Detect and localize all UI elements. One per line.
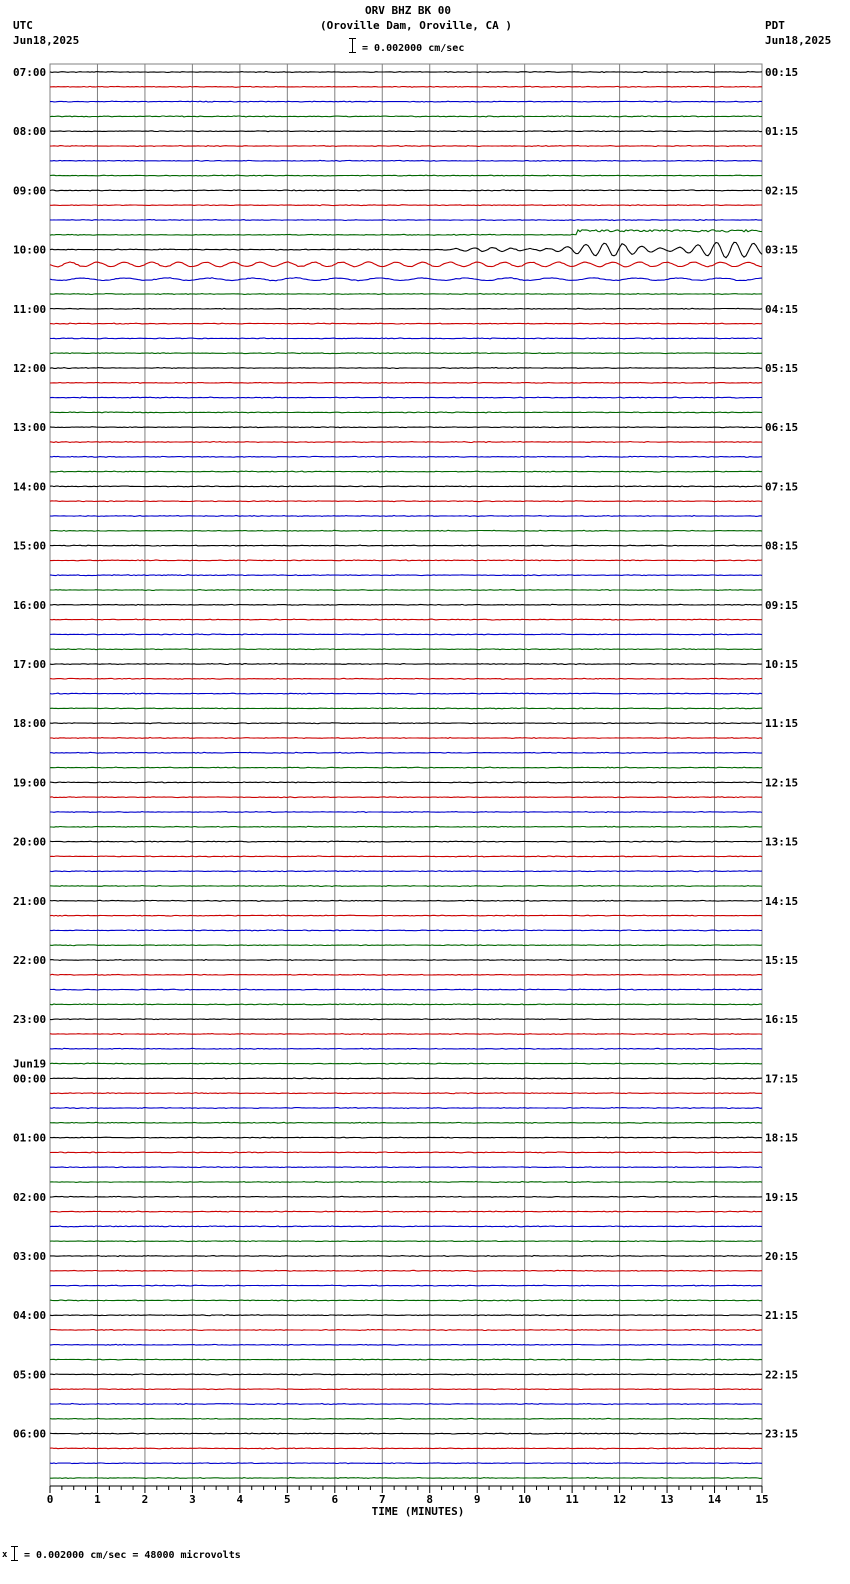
trace-row bbox=[50, 545, 762, 546]
trace-row bbox=[50, 1315, 762, 1316]
trace-row bbox=[50, 1182, 762, 1183]
x-tick-label: 7 bbox=[378, 1493, 386, 1506]
utc-hour-label: 13:00 bbox=[13, 421, 47, 435]
pdt-hour-label: 10:15 bbox=[765, 658, 799, 671]
pdt-hour-label: 17:15 bbox=[765, 1072, 799, 1086]
trace-row bbox=[50, 930, 762, 931]
trace-row bbox=[50, 723, 762, 724]
trace-row bbox=[50, 886, 762, 887]
trace-row bbox=[50, 72, 762, 73]
trace-row bbox=[50, 412, 762, 413]
header-station: ORV BHZ BK 00 bbox=[364, 4, 452, 17]
pdt-hour-label: 08:15 bbox=[765, 539, 799, 553]
pdt-hour-label: 05:15 bbox=[765, 362, 799, 375]
trace-row bbox=[50, 1404, 762, 1405]
x-tick-label: 12 bbox=[612, 1493, 627, 1506]
trace-row bbox=[50, 782, 762, 783]
trace-row bbox=[50, 1196, 762, 1197]
trace-row bbox=[50, 1241, 762, 1242]
plot-frame bbox=[50, 64, 762, 1486]
trace-row bbox=[50, 308, 762, 309]
trace-row bbox=[50, 1063, 762, 1064]
trace-row bbox=[50, 205, 762, 206]
trace-row bbox=[50, 1004, 762, 1005]
trace-row bbox=[50, 900, 762, 901]
utc-hour-label: 17:00 bbox=[13, 658, 47, 671]
x-axis-title: TIME (MINUTES) bbox=[371, 1505, 465, 1518]
utc-hour-label: 08:00 bbox=[13, 125, 47, 139]
pdt-hour-label: 01:15 bbox=[765, 125, 799, 139]
trace-row bbox=[50, 160, 762, 161]
trace-row bbox=[50, 1211, 762, 1212]
trace-row bbox=[50, 456, 762, 457]
trace-row bbox=[50, 738, 762, 739]
utc-hour-label: 03:00 bbox=[13, 1250, 47, 1263]
pdt-hour-label: 23:15 bbox=[765, 1427, 799, 1441]
trace-row bbox=[50, 530, 762, 531]
trace-row bbox=[50, 190, 762, 191]
pdt-hour-label: 12:15 bbox=[765, 776, 799, 790]
trace-row bbox=[50, 501, 762, 502]
trace-row bbox=[50, 1478, 762, 1479]
trace-row bbox=[50, 1108, 762, 1109]
trace-row bbox=[50, 664, 762, 665]
trace-row bbox=[50, 1034, 762, 1035]
trace-row bbox=[50, 294, 762, 295]
x-tick-label: 10 bbox=[518, 1493, 532, 1506]
trace-row bbox=[50, 1359, 762, 1360]
trace-row bbox=[50, 575, 762, 576]
trace-row bbox=[50, 960, 762, 961]
trace-row bbox=[50, 797, 762, 798]
utc-hour-label: 15:00 bbox=[13, 539, 47, 553]
utc-hour-label: 10:00 bbox=[13, 243, 47, 257]
trace-row bbox=[50, 175, 762, 176]
x-tick-label: 9 bbox=[473, 1493, 481, 1506]
trace-row bbox=[50, 871, 762, 872]
pdt-hour-label: 04:15 bbox=[765, 302, 799, 316]
trace-row bbox=[50, 1300, 762, 1301]
trace-row bbox=[50, 353, 762, 354]
trace-row bbox=[50, 560, 762, 561]
trace-row bbox=[50, 1048, 762, 1049]
trace-row bbox=[50, 86, 762, 87]
trace-row bbox=[50, 486, 762, 487]
utc-hour-label: 20:00 bbox=[13, 835, 47, 849]
x-tick-label: 5 bbox=[284, 1493, 291, 1506]
pdt-hour-label: 00:15 bbox=[765, 66, 799, 79]
utc-hour-label: 00:00 bbox=[13, 1072, 47, 1086]
trace-row bbox=[50, 678, 762, 679]
trace-row bbox=[50, 397, 762, 398]
header-right-tz: PDT bbox=[765, 19, 785, 32]
trace-row bbox=[50, 442, 762, 443]
header-location: (Oroville Dam, Oroville, CA ) bbox=[319, 19, 513, 32]
trace-row bbox=[50, 516, 762, 517]
header-left-tz: UTC bbox=[13, 19, 33, 32]
trace-row bbox=[50, 146, 762, 147]
trace-row bbox=[50, 1433, 762, 1434]
utc-hour-label: 14:00 bbox=[13, 480, 47, 494]
x-tick-label: 13 bbox=[660, 1493, 674, 1506]
x-tick-label: 0 bbox=[46, 1493, 54, 1506]
trace-row bbox=[50, 101, 762, 102]
utc-hour-label: 06:00 bbox=[13, 1427, 47, 1441]
trace-row bbox=[50, 230, 762, 236]
trace-row bbox=[50, 382, 762, 383]
trace-row bbox=[50, 1093, 762, 1094]
pdt-hour-label: 07:15 bbox=[765, 480, 799, 494]
pdt-hour-label: 03:15 bbox=[765, 243, 799, 257]
utc-hour-label: 21:00 bbox=[13, 894, 47, 908]
trace-row bbox=[50, 826, 762, 827]
x-tick-label: 14 bbox=[707, 1493, 722, 1506]
trace-row bbox=[50, 1448, 762, 1449]
footer-scale-bar-icon bbox=[11, 1546, 18, 1561]
utc-hour-label: 19:00 bbox=[13, 776, 47, 790]
trace-row bbox=[50, 368, 762, 369]
trace-row bbox=[50, 116, 762, 117]
trace-row bbox=[50, 767, 762, 768]
trace-row bbox=[50, 708, 762, 709]
trace-row bbox=[50, 812, 762, 813]
trace-row bbox=[50, 1122, 762, 1123]
trace-row bbox=[50, 590, 762, 591]
utc-hour-label: 04:00 bbox=[13, 1309, 47, 1323]
trace-row bbox=[50, 1226, 762, 1227]
x-tick-label: 1 bbox=[94, 1493, 101, 1506]
trace-row bbox=[50, 649, 762, 650]
pdt-hour-label: 15:15 bbox=[765, 954, 799, 967]
x-tick-label: 2 bbox=[141, 1493, 149, 1506]
trace-row bbox=[50, 693, 762, 694]
utc-hour-label: 22:00 bbox=[13, 954, 47, 967]
pdt-hour-label: 22:15 bbox=[765, 1368, 799, 1382]
pdt-hour-label: 19:15 bbox=[765, 1190, 799, 1204]
header-scale-text: = 0.002000 cm/sec bbox=[362, 43, 465, 54]
trace-row bbox=[50, 1418, 762, 1419]
x-tick-label: 15 bbox=[755, 1493, 769, 1506]
utc-hour-label: 05:00 bbox=[13, 1368, 47, 1382]
trace-row bbox=[50, 1078, 762, 1079]
pdt-hour-label: 09:15 bbox=[765, 598, 799, 612]
trace-row bbox=[50, 604, 762, 605]
x-tick-label: 11 bbox=[565, 1493, 579, 1506]
utc-hour-label: 01:00 bbox=[13, 1131, 47, 1145]
trace-row bbox=[50, 1167, 762, 1168]
trace-row bbox=[50, 915, 762, 916]
utc-hour-label: 07:00 bbox=[13, 66, 47, 79]
trace-row bbox=[50, 220, 762, 221]
utc-hour-label: 11:00 bbox=[13, 302, 47, 316]
footer-scale-text: = 0.002000 cm/sec = 48000 microvolts bbox=[24, 1550, 241, 1561]
trace-row bbox=[50, 471, 762, 472]
trace-row bbox=[50, 1374, 762, 1375]
utc-hour-label: 16:00 bbox=[13, 598, 47, 612]
pdt-hour-label: 11:15 bbox=[765, 717, 799, 731]
trace-row bbox=[50, 1285, 762, 1286]
trace-row bbox=[50, 427, 762, 428]
header-right-date: Jun18,2025 bbox=[765, 34, 832, 47]
trace-row bbox=[50, 242, 762, 257]
trace-row bbox=[50, 131, 762, 132]
utc-hour-label: 09:00 bbox=[13, 184, 47, 198]
trace-row bbox=[50, 1330, 762, 1331]
trace-row bbox=[50, 752, 762, 753]
trace-row bbox=[50, 1463, 762, 1464]
trace-row bbox=[50, 841, 762, 842]
pdt-hour-label: 18:15 bbox=[765, 1131, 799, 1145]
pdt-hour-label: 20:15 bbox=[765, 1250, 799, 1263]
trace-row bbox=[50, 989, 762, 990]
pdt-hour-label: 21:15 bbox=[765, 1309, 799, 1323]
trace-row bbox=[50, 262, 762, 267]
trace-row bbox=[50, 945, 762, 946]
trace-row bbox=[50, 1137, 762, 1138]
utc-hour-label: 18:00 bbox=[13, 717, 47, 731]
date-change-label: Jun19 bbox=[13, 1057, 47, 1071]
x-tick-label: 4 bbox=[236, 1493, 244, 1506]
trace-row bbox=[50, 634, 762, 635]
pdt-hour-label: 16:15 bbox=[765, 1013, 799, 1027]
trace-row bbox=[50, 338, 762, 339]
x-tick-label: 3 bbox=[189, 1493, 196, 1506]
trace-row bbox=[50, 619, 762, 620]
pdt-hour-label: 06:15 bbox=[765, 421, 799, 435]
x-tick-label: 6 bbox=[331, 1493, 339, 1506]
trace-row bbox=[50, 1270, 762, 1271]
pdt-hour-label: 13:15 bbox=[765, 835, 799, 849]
footer-prefix: x bbox=[2, 1550, 8, 1560]
trace-row bbox=[50, 1019, 762, 1020]
x-tick-label: 8 bbox=[426, 1493, 434, 1506]
trace-row bbox=[50, 1344, 762, 1345]
header-left-date: Jun18,2025 bbox=[13, 34, 80, 47]
utc-hour-label: 12:00 bbox=[13, 362, 47, 375]
trace-row bbox=[50, 1256, 762, 1257]
trace-row bbox=[50, 323, 762, 324]
trace-row bbox=[50, 1152, 762, 1153]
pdt-hour-label: 02:15 bbox=[765, 184, 799, 198]
trace-row bbox=[50, 1389, 762, 1390]
trace-row bbox=[50, 974, 762, 975]
pdt-hour-label: 14:15 bbox=[765, 894, 799, 908]
trace-row bbox=[50, 278, 762, 281]
trace-row bbox=[50, 856, 762, 857]
utc-hour-label: 23:00 bbox=[13, 1013, 47, 1027]
utc-hour-label: 02:00 bbox=[13, 1190, 47, 1204]
